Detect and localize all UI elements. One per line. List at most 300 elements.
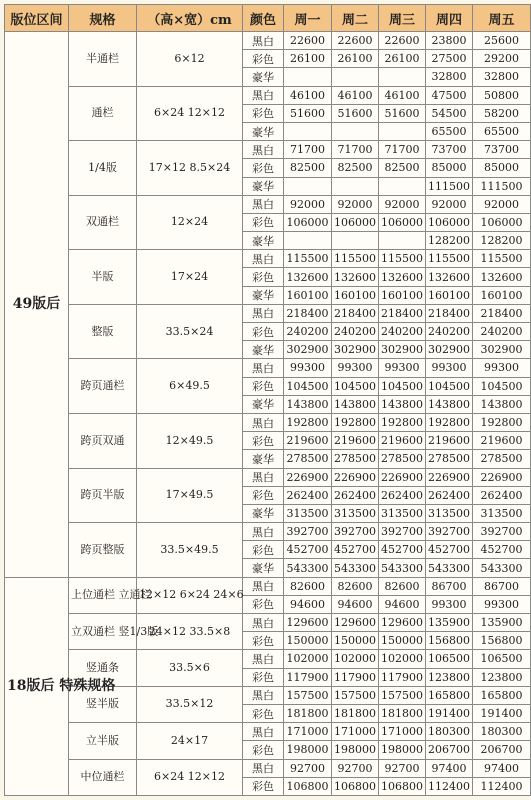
price-cell: 94600 <box>284 595 332 613</box>
price-cell: 157500 <box>379 686 426 704</box>
price-cell <box>284 177 332 195</box>
price-cell: 192800 <box>426 413 473 431</box>
price-cell: 313500 <box>426 504 473 522</box>
color-type: 彩色 <box>243 104 284 122</box>
price-cell: 58200 <box>473 104 531 122</box>
price-cell: 115500 <box>284 250 332 268</box>
price-cell: 82500 <box>332 159 379 177</box>
price-cell: 543300 <box>332 559 379 577</box>
price-cell: 46100 <box>284 86 332 104</box>
color-type: 彩色 <box>243 668 284 686</box>
price-cell: 198000 <box>379 741 426 759</box>
price-cell: 51600 <box>332 104 379 122</box>
price-cell: 543300 <box>473 559 531 577</box>
price-cell <box>332 68 379 86</box>
table-row <box>5 723 531 741</box>
price-cell: 123800 <box>473 668 531 686</box>
color-type: 彩色 <box>243 213 284 231</box>
price-cell: 132600 <box>379 268 426 286</box>
price-cell: 135900 <box>426 614 473 632</box>
spec-name: 跨页通栏 <box>69 359 137 414</box>
price-cell: 26100 <box>379 50 426 68</box>
price-cell: 392700 <box>332 523 379 541</box>
price-cell: 99300 <box>426 359 473 377</box>
price-cell: 226900 <box>379 468 426 486</box>
color-type: 豪华 <box>243 559 284 577</box>
price-cell: 302900 <box>426 341 473 359</box>
price-cell: 313500 <box>332 504 379 522</box>
color-type: 彩色 <box>243 323 284 341</box>
spec-name: 双通栏 <box>69 195 137 250</box>
spec-name: 上位通栏 立通栏 <box>69 577 137 613</box>
price-cell: 143800 <box>473 395 531 413</box>
price-cell: 29200 <box>473 50 531 68</box>
color-type: 黑白 <box>243 195 284 213</box>
price-cell: 165800 <box>473 686 531 704</box>
price-cell: 115500 <box>426 250 473 268</box>
color-type: 黑白 <box>243 650 284 668</box>
table-row <box>5 413 531 431</box>
price-cell: 452700 <box>332 541 379 559</box>
color-type: 彩色 <box>243 377 284 395</box>
spec-size: 33.5×24 <box>137 304 243 359</box>
header-section: 版位区间 <box>5 5 69 32</box>
header-wed: 周三 <box>379 5 426 32</box>
spec-name: 跨页整版 <box>69 523 137 578</box>
price-cell: 102000 <box>379 650 426 668</box>
color-type: 黑白 <box>243 523 284 541</box>
color-type: 彩色 <box>243 777 284 795</box>
price-cell: 92000 <box>284 195 332 213</box>
header-size: （高×宽）cm <box>137 5 243 32</box>
price-cell: 135900 <box>473 614 531 632</box>
header-mon: 周一 <box>284 5 332 32</box>
header-row <box>5 5 531 32</box>
price-cell: 198000 <box>284 741 332 759</box>
price-cell: 226900 <box>426 468 473 486</box>
price-cell: 392700 <box>426 523 473 541</box>
spec-name: 跨页半版 <box>69 468 137 523</box>
header-color: 颜色 <box>243 5 284 32</box>
price-cell: 150000 <box>379 632 426 650</box>
price-cell: 543300 <box>379 559 426 577</box>
color-type: 黑白 <box>243 686 284 704</box>
table-row <box>5 614 531 632</box>
price-cell: 392700 <box>473 523 531 541</box>
price-cell: 23800 <box>426 32 473 50</box>
price-cell: 22600 <box>332 32 379 50</box>
price-cell: 160100 <box>379 286 426 304</box>
color-type: 黑白 <box>243 759 284 777</box>
price-cell: 112400 <box>426 777 473 795</box>
price-cell: 129600 <box>379 614 426 632</box>
price-cell: 313500 <box>284 504 332 522</box>
table-row <box>5 577 531 595</box>
price-cell <box>332 122 379 140</box>
color-type: 黑白 <box>243 614 284 632</box>
spec-name: 通栏 <box>69 86 137 141</box>
color-type: 豪华 <box>243 341 284 359</box>
price-cell: 218400 <box>426 304 473 322</box>
color-type: 黑白 <box>243 577 284 595</box>
price-cell: 156800 <box>426 632 473 650</box>
color-type: 彩色 <box>243 432 284 450</box>
spec-size: 17×12 8.5×24 <box>137 141 243 196</box>
price-cell: 22600 <box>379 32 426 50</box>
price-cell: 206700 <box>473 741 531 759</box>
spec-name: 半通栏 <box>69 32 137 87</box>
color-type: 黑白 <box>243 32 284 50</box>
spec-size: 17×24 <box>137 250 243 305</box>
price-cell: 99300 <box>426 595 473 613</box>
price-cell: 97400 <box>426 759 473 777</box>
price-cell: 27500 <box>426 50 473 68</box>
price-cell: 71700 <box>332 141 379 159</box>
price-cell: 92700 <box>379 759 426 777</box>
price-cell: 73700 <box>473 141 531 159</box>
price-cell: 128200 <box>473 232 531 250</box>
price-cell: 192800 <box>332 413 379 431</box>
color-type: 豪华 <box>243 286 284 304</box>
color-type: 黑白 <box>243 359 284 377</box>
spec-name: 1/4版 <box>69 141 137 196</box>
spec-name: 竖半版 <box>69 686 137 722</box>
table-row <box>5 86 531 104</box>
price-cell: 115500 <box>332 250 379 268</box>
spec-size: 33.5×12 <box>137 686 243 722</box>
color-type: 豪华 <box>243 395 284 413</box>
price-cell: 302900 <box>332 341 379 359</box>
color-type: 彩色 <box>243 595 284 613</box>
header-fri: 周五 <box>473 5 531 32</box>
price-cell <box>332 232 379 250</box>
price-cell: 192800 <box>379 413 426 431</box>
price-cell: 32800 <box>426 68 473 86</box>
price-cell: 262400 <box>284 486 332 504</box>
price-cell: 54500 <box>426 104 473 122</box>
color-type: 黑白 <box>243 723 284 741</box>
table-row <box>5 250 531 268</box>
price-cell: 262400 <box>379 486 426 504</box>
price-cell: 111500 <box>426 177 473 195</box>
color-type: 豪华 <box>243 122 284 140</box>
price-cell: 65500 <box>426 122 473 140</box>
table-row <box>5 759 531 777</box>
price-cell: 94600 <box>379 595 426 613</box>
table-row <box>5 359 531 377</box>
price-cell: 543300 <box>426 559 473 577</box>
price-cell: 22600 <box>284 32 332 50</box>
price-cell: 157500 <box>332 686 379 704</box>
price-cell: 82600 <box>379 577 426 595</box>
price-cell: 191400 <box>426 704 473 722</box>
price-cell: 160100 <box>284 286 332 304</box>
price-cell: 97400 <box>473 759 531 777</box>
price-cell: 106000 <box>379 213 426 231</box>
spec-size: 12×12 6×24 24×6 <box>137 577 243 613</box>
price-cell: 302900 <box>473 341 531 359</box>
price-cell: 115500 <box>379 250 426 268</box>
price-cell: 104500 <box>379 377 426 395</box>
price-cell: 85000 <box>426 159 473 177</box>
price-cell: 240200 <box>426 323 473 341</box>
price-cell: 240200 <box>284 323 332 341</box>
price-cell: 262400 <box>473 486 531 504</box>
price-cell: 150000 <box>284 632 332 650</box>
color-type: 彩色 <box>243 486 284 504</box>
spec-name: 整版 <box>69 304 137 359</box>
price-cell: 278500 <box>473 450 531 468</box>
color-type: 彩色 <box>243 541 284 559</box>
price-cell: 218400 <box>379 304 426 322</box>
price-cell: 452700 <box>379 541 426 559</box>
table-row <box>5 650 531 668</box>
spec-size: 12×24 <box>137 195 243 250</box>
price-cell: 157500 <box>284 686 332 704</box>
price-cell: 452700 <box>473 541 531 559</box>
color-type: 豪华 <box>243 177 284 195</box>
price-cell: 106000 <box>332 213 379 231</box>
price-cell: 117900 <box>284 668 332 686</box>
price-cell: 192800 <box>284 413 332 431</box>
price-cell: 128200 <box>426 232 473 250</box>
spec-name: 立双通栏 竖1/3版 <box>69 614 137 650</box>
color-type: 黑白 <box>243 468 284 486</box>
price-cell: 313500 <box>379 504 426 522</box>
price-cell: 218400 <box>473 304 531 322</box>
price-cell: 102000 <box>284 650 332 668</box>
price-cell: 92700 <box>332 759 379 777</box>
price-cell: 143800 <box>284 395 332 413</box>
price-cell: 278500 <box>379 450 426 468</box>
price-cell: 86700 <box>473 577 531 595</box>
ad-rate-table <box>4 4 531 796</box>
price-cell: 82600 <box>284 577 332 595</box>
price-cell: 219600 <box>284 432 332 450</box>
price-cell: 218400 <box>284 304 332 322</box>
price-cell: 71700 <box>284 141 332 159</box>
price-cell: 240200 <box>473 323 531 341</box>
price-cell <box>332 177 379 195</box>
section-label: 49版后 <box>5 32 69 578</box>
price-cell: 106800 <box>284 777 332 795</box>
spec-size: 17×49.5 <box>137 468 243 523</box>
price-cell: 219600 <box>379 432 426 450</box>
price-cell: 102000 <box>332 650 379 668</box>
price-cell: 132600 <box>284 268 332 286</box>
price-cell: 206700 <box>426 741 473 759</box>
price-cell: 104500 <box>473 377 531 395</box>
color-type: 彩色 <box>243 268 284 286</box>
price-cell: 26100 <box>332 50 379 68</box>
spec-name: 跨页双通 <box>69 413 137 468</box>
price-cell: 85000 <box>473 159 531 177</box>
spec-name: 竖通条 <box>69 650 137 686</box>
price-cell: 132600 <box>426 268 473 286</box>
spec-size: 33.5×49.5 <box>137 523 243 578</box>
table-row <box>5 304 531 322</box>
price-cell: 150000 <box>332 632 379 650</box>
price-cell: 302900 <box>379 341 426 359</box>
price-cell: 226900 <box>332 468 379 486</box>
price-cell: 143800 <box>426 395 473 413</box>
spec-size: 6×24 12×12 <box>137 759 243 796</box>
price-cell: 240200 <box>332 323 379 341</box>
price-cell: 156800 <box>473 632 531 650</box>
price-cell: 313500 <box>473 504 531 522</box>
price-cell: 129600 <box>332 614 379 632</box>
price-cell: 106000 <box>284 213 332 231</box>
price-cell: 92000 <box>379 195 426 213</box>
price-cell: 106000 <box>426 213 473 231</box>
price-cell <box>379 122 426 140</box>
price-cell: 302900 <box>284 341 332 359</box>
table-row <box>5 141 531 159</box>
price-cell: 112400 <box>473 777 531 795</box>
table-row <box>5 32 531 50</box>
color-type: 黑白 <box>243 413 284 431</box>
color-type: 彩色 <box>243 704 284 722</box>
header-thu: 周四 <box>426 5 473 32</box>
price-cell: 218400 <box>332 304 379 322</box>
header-tue: 周二 <box>332 5 379 32</box>
price-cell: 94600 <box>332 595 379 613</box>
price-cell: 104500 <box>284 377 332 395</box>
price-cell: 191400 <box>473 704 531 722</box>
price-cell: 73700 <box>426 141 473 159</box>
price-cell: 99300 <box>284 359 332 377</box>
price-cell <box>284 122 332 140</box>
table-row <box>5 468 531 486</box>
price-cell: 392700 <box>379 523 426 541</box>
price-cell: 86700 <box>426 577 473 595</box>
price-cell: 104500 <box>426 377 473 395</box>
price-cell: 160100 <box>332 286 379 304</box>
price-cell: 26100 <box>284 50 332 68</box>
price-cell: 452700 <box>426 541 473 559</box>
price-cell: 392700 <box>284 523 332 541</box>
price-cell: 181800 <box>379 704 426 722</box>
price-cell: 65500 <box>473 122 531 140</box>
spec-size: 12×49.5 <box>137 413 243 468</box>
price-cell: 99300 <box>473 595 531 613</box>
price-cell: 117900 <box>332 668 379 686</box>
color-type: 彩色 <box>243 159 284 177</box>
price-cell: 115500 <box>473 250 531 268</box>
price-cell <box>379 232 426 250</box>
price-cell: 180300 <box>473 723 531 741</box>
price-cell: 92700 <box>284 759 332 777</box>
price-cell: 160100 <box>473 286 531 304</box>
price-cell: 181800 <box>332 704 379 722</box>
color-type: 豪华 <box>243 232 284 250</box>
price-cell: 226900 <box>284 468 332 486</box>
color-type: 豪华 <box>243 450 284 468</box>
price-cell <box>379 177 426 195</box>
price-cell: 82600 <box>332 577 379 595</box>
price-cell: 278500 <box>284 450 332 468</box>
price-cell: 171000 <box>379 723 426 741</box>
price-cell: 219600 <box>473 432 531 450</box>
price-cell: 106500 <box>426 650 473 668</box>
price-cell: 160100 <box>426 286 473 304</box>
spec-size: 6×24 12×12 <box>137 86 243 141</box>
spec-size: 6×12 <box>137 32 243 87</box>
header-spec: 规格 <box>69 5 137 32</box>
color-type: 彩色 <box>243 741 284 759</box>
spec-size: 33.5×6 <box>137 650 243 686</box>
spec-name: 中位通栏 <box>69 759 137 796</box>
price-cell: 92000 <box>426 195 473 213</box>
color-type: 黑白 <box>243 250 284 268</box>
price-cell: 50800 <box>473 86 531 104</box>
price-cell: 99300 <box>379 359 426 377</box>
spec-size: 24×12 33.5×8 <box>137 614 243 650</box>
price-cell: 106000 <box>473 213 531 231</box>
price-cell: 32800 <box>473 68 531 86</box>
price-cell: 106800 <box>379 777 426 795</box>
color-type: 黑白 <box>243 141 284 159</box>
price-cell: 51600 <box>284 104 332 122</box>
color-type: 黑白 <box>243 86 284 104</box>
price-cell: 180300 <box>426 723 473 741</box>
price-cell: 171000 <box>332 723 379 741</box>
price-cell: 278500 <box>426 450 473 468</box>
price-cell: 104500 <box>332 377 379 395</box>
color-type: 黑白 <box>243 304 284 322</box>
price-cell <box>284 68 332 86</box>
price-cell: 99300 <box>473 359 531 377</box>
price-cell: 198000 <box>332 741 379 759</box>
price-cell: 71700 <box>379 141 426 159</box>
price-cell: 452700 <box>284 541 332 559</box>
price-cell: 132600 <box>332 268 379 286</box>
price-cell: 92000 <box>473 195 531 213</box>
price-cell: 132600 <box>473 268 531 286</box>
price-cell: 240200 <box>379 323 426 341</box>
price-cell: 219600 <box>332 432 379 450</box>
spec-name: 立半版 <box>69 723 137 759</box>
price-cell: 106800 <box>332 777 379 795</box>
price-cell: 219600 <box>426 432 473 450</box>
price-cell: 226900 <box>473 468 531 486</box>
color-type: 彩色 <box>243 632 284 650</box>
table-row <box>5 195 531 213</box>
spec-size: 6×49.5 <box>137 359 243 414</box>
price-cell <box>379 68 426 86</box>
price-cell: 92000 <box>332 195 379 213</box>
price-cell: 25600 <box>473 32 531 50</box>
price-cell: 171000 <box>284 723 332 741</box>
price-cell: 99300 <box>332 359 379 377</box>
price-cell: 192800 <box>473 413 531 431</box>
price-cell <box>284 232 332 250</box>
spec-size: 24×17 <box>137 723 243 759</box>
price-cell: 117900 <box>379 668 426 686</box>
color-type: 豪华 <box>243 504 284 522</box>
price-cell: 262400 <box>426 486 473 504</box>
price-cell: 46100 <box>379 86 426 104</box>
table-row <box>5 523 531 541</box>
price-cell: 543300 <box>284 559 332 577</box>
section-label: 18版后 特殊规格 <box>5 577 69 795</box>
price-cell: 47500 <box>426 86 473 104</box>
price-cell: 143800 <box>332 395 379 413</box>
price-cell: 82500 <box>284 159 332 177</box>
price-cell: 46100 <box>332 86 379 104</box>
price-cell: 165800 <box>426 686 473 704</box>
rate-table-body <box>5 32 531 796</box>
